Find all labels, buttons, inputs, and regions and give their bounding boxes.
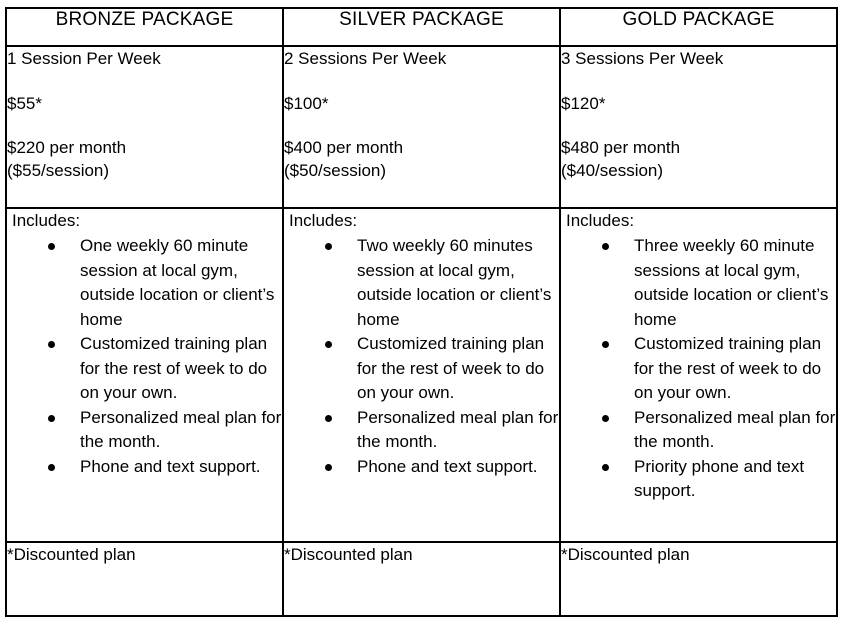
table-features-row [6,208,837,542]
bullet-icon [325,341,332,348]
feature-item [284,406,559,455]
feature-text: Priority phone and text support. [634,456,805,500]
package-title-gold: GOLD PACKAGE [622,9,775,30]
bullet-icon [602,464,609,471]
bullet-icon [325,243,332,250]
bullet-icon [602,415,609,422]
feature-text: Phone and text support. [357,456,538,476]
bullet-icon [48,243,55,250]
per-session-price-bronze: ($55/session) [7,161,110,180]
header-cell-silver [283,8,560,46]
spacer [7,115,282,136]
feature-item [7,234,282,332]
feature-text: Three weekly 60 minute sessions at local gym, outside location or client’s home [634,236,829,329]
feature-list-bronze [7,234,282,479]
pricing-table [5,7,838,617]
session-price-gold: $120* [561,94,606,113]
includes-label-bronze: Includes: [12,211,81,230]
feature-item [284,234,559,332]
feature-text: Personalized meal plan for the month. [634,407,836,451]
bullet-icon [602,243,609,250]
monthly-price-silver: $400 per month [284,138,404,157]
bullet-icon [325,464,332,471]
per-session-price-gold: ($40/session) [561,161,664,180]
footnote-cell-bronze [6,542,283,616]
footnote-gold: *Discounted plan [561,545,690,564]
feature-item [7,406,282,455]
spacer [561,70,836,92]
frequency-bronze: 1 Session Per Week [7,49,161,68]
per-session-price-silver: ($50/session) [284,161,387,180]
features-cell-silver [283,208,560,542]
feature-text: Customized training plan for the rest of week to do on your own. [80,334,268,402]
feature-item [7,455,282,480]
spacer [284,70,559,92]
feature-list-silver [284,234,559,479]
feature-item [7,332,282,406]
bullet-icon [602,341,609,348]
bullet-icon [325,415,332,422]
spacer [284,115,559,136]
package-title-silver: SILVER PACKAGE [339,9,504,30]
feature-text: Customized training plan for the rest of week to do on your own. [634,334,822,402]
session-price-silver: $100* [284,94,329,113]
table-header-row [6,8,837,46]
table-pricing-row [6,46,837,208]
includes-label-gold: Includes: [566,211,635,230]
feature-list-gold [561,234,836,504]
feature-text: Personalized meal plan for the month. [357,407,559,451]
feature-item [561,455,836,504]
bullet-icon [48,341,55,348]
features-cell-gold [560,208,837,542]
table-footnote-row [6,542,837,616]
footnote-cell-gold [560,542,837,616]
feature-item [561,406,836,455]
spacer [561,115,836,136]
feature-text: Personalized meal plan for the month. [80,407,282,451]
feature-text: One weekly 60 minute session at local gym, outside location or client’s home [80,236,275,329]
feature-text: Phone and text support. [80,456,261,476]
pricing-cell-gold [560,46,837,208]
feature-text: Customized training plan for the rest of week to do on your own. [357,334,545,402]
pricing-cell-silver [283,46,560,208]
feature-item [284,455,559,480]
frequency-silver: 2 Sessions Per Week [284,49,447,68]
footnote-silver: *Discounted plan [284,545,413,564]
feature-item [284,332,559,406]
bullet-icon [48,415,55,422]
bullet-icon [48,464,55,471]
header-cell-gold [560,8,837,46]
includes-label-silver: Includes: [289,211,358,230]
monthly-price-bronze: $220 per month [7,138,127,157]
header-cell-bronze [6,8,283,46]
spacer [7,70,282,92]
monthly-price-gold: $480 per month [561,138,681,157]
package-title-bronze: BRONZE PACKAGE [55,9,234,30]
feature-text: Two weekly 60 minutes session at local gym, outside location or client’s home [357,236,552,329]
frequency-gold: 3 Sessions Per Week [561,49,724,68]
footnote-bronze: *Discounted plan [7,545,136,564]
pricing-cell-bronze [6,46,283,208]
session-price-bronze: $55* [7,94,42,113]
features-cell-bronze [6,208,283,542]
feature-item [561,234,836,332]
footnote-cell-silver [283,542,560,616]
feature-item [561,332,836,406]
